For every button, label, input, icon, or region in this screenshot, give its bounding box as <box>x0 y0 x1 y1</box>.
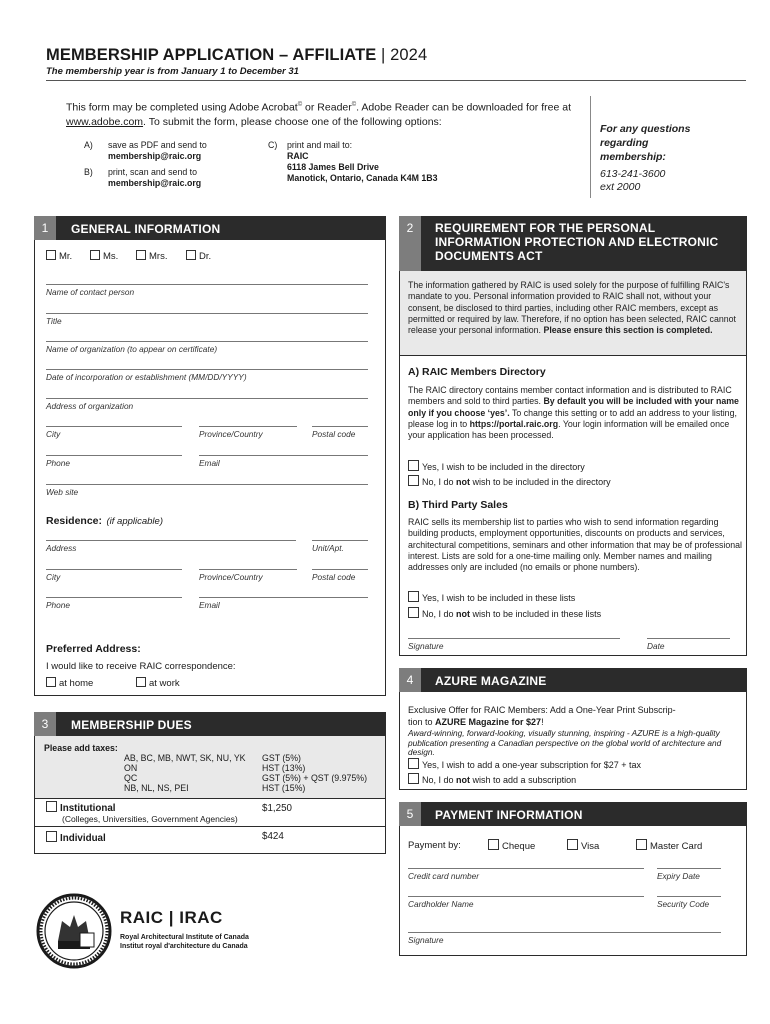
tax-province: NB, NL, NS, PEI <box>124 783 189 793</box>
field-label: Phone <box>46 600 70 610</box>
copyright-mark-2: © <box>351 102 357 108</box>
contact-name-field[interactable] <box>46 284 368 297</box>
option-text: save as PDF and send to <box>108 140 207 150</box>
tax-province: AB, BC, MB, NWT, SK, NU, YK <box>124 753 246 763</box>
field-label: Postal code <box>312 572 356 582</box>
section-title <box>435 221 718 263</box>
questions-line-3: membership: <box>600 151 666 163</box>
privacy-notice <box>408 280 742 336</box>
section-number: 3 <box>34 712 56 736</box>
title-year: | 2024 <box>381 46 428 64</box>
field-label: Email <box>199 458 220 468</box>
salutation-mr[interactable] <box>46 250 72 262</box>
option-label: B) <box>84 167 93 177</box>
section-title-line: REQUIREMENT FOR THE PERSONAL <box>435 221 656 235</box>
intro-text-2: or Reader <box>302 101 352 114</box>
azure-offer-text: ! <box>541 717 544 727</box>
tax-rate: GST (5%) + QST (9.975%) <box>262 773 368 783</box>
field-label: Address <box>46 543 77 553</box>
email-field[interactable] <box>199 455 368 468</box>
field-label: Web site <box>46 487 79 497</box>
option-text: print and mail to: <box>287 140 353 150</box>
contact-ext: ext 2000 <box>600 181 641 193</box>
section-number: 5 <box>399 802 421 826</box>
checkbox-label: Dr. <box>199 251 212 262</box>
portal-link[interactable]: https://portal.raic.org <box>469 418 559 429</box>
field-label: Email <box>199 600 220 610</box>
checkbox-label: Yes, I wish to be included in these lists <box>422 593 576 603</box>
field-label: City <box>46 572 61 582</box>
residence-address-field[interactable] <box>46 540 296 553</box>
checkbox-label: Visa <box>581 841 600 852</box>
phone-field[interactable] <box>46 455 182 468</box>
checkbox[interactable] <box>46 250 56 260</box>
intro-text-3: . Adobe Reader can be downloaded for free at <box>356 101 571 114</box>
checkbox-label: at home <box>59 678 94 689</box>
field-label: Title <box>46 316 62 326</box>
section-title: PAYMENT INFORMATION <box>435 808 583 822</box>
checkbox-label-emphasis: not <box>456 775 471 785</box>
intro-paragraph <box>66 98 586 129</box>
questions-line-2: regarding <box>600 137 649 149</box>
adobe-link[interactable]: www.adobe.com <box>66 115 144 128</box>
individual-option[interactable] <box>46 831 106 844</box>
membership-year-note: The membership year is from January 1 to December 31 <box>46 66 299 77</box>
dues-divider <box>35 826 385 827</box>
checkbox[interactable] <box>186 250 196 260</box>
checkbox-label: Ms. <box>103 251 119 262</box>
checkbox-label: Mr. <box>59 251 73 262</box>
checkbox[interactable] <box>408 460 419 471</box>
credit-card-number-field[interactable] <box>408 868 644 881</box>
checkbox-label: wish to add a subscription <box>470 775 577 785</box>
field-label: Phone <box>46 458 70 468</box>
website-field[interactable] <box>46 484 368 497</box>
field-label: Security Code <box>657 899 710 909</box>
checkbox-label: Yes, I wish to add a one-year subscription for $27 + tax <box>422 760 642 770</box>
option-email[interactable]: membership@raic.org <box>108 178 202 188</box>
payment-visa-option[interactable] <box>567 839 599 852</box>
checkbox-label: No, I do <box>422 775 457 785</box>
field-label: Province/Country <box>199 429 263 439</box>
institutional-note: (Colleges, Universities, Government Agencies) <box>62 814 238 824</box>
directory-text-3: . Your login information will be emailed once your application has been processed. <box>408 418 730 441</box>
option-email[interactable]: membership@raic.org <box>108 151 202 161</box>
checkbox[interactable] <box>567 839 578 850</box>
salutation-dr[interactable] <box>186 250 211 262</box>
postal-code-field[interactable] <box>312 426 368 439</box>
checkbox[interactable] <box>46 677 56 687</box>
security-code-field[interactable] <box>657 896 721 909</box>
intro-text-4: . To submit the form, please choose one of the following options: <box>143 115 442 128</box>
checkbox-label: wish to be included in these lists <box>470 609 602 619</box>
tax-rate: HST (15%) <box>262 783 306 793</box>
tax-rate: HST (13%) <box>262 763 306 773</box>
raic-wordmark: RAIC | IRAC <box>120 908 223 927</box>
azure-offer-line: Exclusive Offer for RAIC Members: Add a One-Year Print Subscrip- <box>408 705 676 715</box>
third-party-text: RAIC sells its membership list to parties who wish to send information regarding building products, employment opportunities, discounts on products and services, architectural competitions, seminars and other information that may be of professional interest. Lists are sold for a one-time mailing only. Member names and mailing addresses only are included (no emails or phone numbers). <box>408 517 742 573</box>
intro-text-1: This form may be completed using Adobe Acrobat <box>66 101 298 114</box>
payment-signature-field[interactable] <box>408 932 721 945</box>
directory-yes-option[interactable] <box>408 460 585 472</box>
section-5-header <box>399 802 747 826</box>
field-label: Unit/Apt. <box>312 543 344 553</box>
section-3-header <box>34 712 386 736</box>
dues-divider <box>35 798 385 799</box>
third-party-no-option[interactable] <box>408 607 601 619</box>
residence-province-field[interactable] <box>199 569 297 582</box>
checkbox-label: Individual <box>60 833 106 844</box>
checkbox-label-emphasis: not <box>456 609 471 619</box>
directory-no-option[interactable] <box>408 475 611 487</box>
province-field[interactable] <box>199 426 297 439</box>
option-c <box>268 140 508 188</box>
privacy-notice-text: The information gathered by RAIC is used solely for the purpose of fulfilling RAIC's mandate to you. Personal information provided to RAIC shall not, without your consent, be disclosed to third parties, including other RAIC members, except as permitted or required by law. Therefore, if no option has been selected, RAIC cannot release your personal information. <box>408 280 736 336</box>
section-number: 4 <box>399 668 421 692</box>
salutation-ms[interactable] <box>90 250 118 262</box>
section-title: MEMBERSHIP DUES <box>71 718 192 732</box>
field-label: Address of organization <box>46 401 134 411</box>
checkbox[interactable] <box>408 773 419 784</box>
intro-divider <box>590 96 591 198</box>
option-label: C) <box>268 140 278 150</box>
residence-unit-field[interactable] <box>312 540 368 553</box>
checkbox-label: Cheque <box>502 841 536 852</box>
option-a <box>84 140 254 164</box>
institutional-option[interactable] <box>46 801 116 814</box>
cardholder-name-field[interactable] <box>408 896 644 909</box>
title-text: MEMBERSHIP APPLICATION – AFFILIATE <box>46 46 377 64</box>
option-label: A) <box>84 140 93 150</box>
directory-text-1: The RAIC directory contains member contact information and is distributed to RAIC members and sold to third parties. <box>408 385 732 407</box>
residence-title: Residence: <box>46 515 103 527</box>
section-4-header <box>399 668 747 692</box>
residence-phone-field[interactable] <box>46 597 182 610</box>
tax-rates <box>262 753 367 793</box>
section-title: AZURE MAGAZINE <box>435 674 547 688</box>
mail-city: Manotick, Ontario, Canada K4M 1B3 <box>287 173 438 183</box>
field-label: Signature <box>408 641 444 651</box>
section-title-line: INFORMATION PROTECTION AND ELECTRONIC <box>435 235 719 249</box>
section-2-header <box>399 216 747 271</box>
tax-rate: GST (5%) <box>262 753 301 763</box>
privacy-signature-field[interactable] <box>408 638 620 651</box>
tax-province: QC <box>124 773 138 783</box>
preferred-work-option[interactable] <box>136 677 180 689</box>
checkbox-label: Yes, I wish to be included in the directory <box>422 462 585 472</box>
section-title: GENERAL INFORMATION <box>71 222 221 236</box>
checkbox-label: Master Card <box>650 841 703 852</box>
checkbox-label-emphasis: not <box>456 477 471 487</box>
privacy-divider <box>400 355 746 356</box>
azure-description: Award-winning, forward-looking, visually stunning, inspiring - AZURE is a high-quality publication presenting a Canadian perspective on the global world of architecture and design. <box>408 728 722 757</box>
page-title <box>46 46 427 65</box>
residence-postal-field[interactable] <box>312 569 368 582</box>
preferred-home-option[interactable] <box>46 677 93 689</box>
checkbox[interactable] <box>90 250 100 260</box>
directory-text <box>408 385 742 441</box>
questions-contact <box>600 122 740 194</box>
checkbox[interactable] <box>636 839 647 850</box>
raic-seal-logo <box>36 893 112 969</box>
raic-name-fr: Institut royal d'architecture du Canada <box>120 943 248 950</box>
checkbox[interactable] <box>408 607 419 618</box>
azure-offer-price: AZURE Magazine for $27 <box>435 717 542 727</box>
directory-default: By default you will be included with your name only if you choose ‘yes’. <box>408 396 739 418</box>
checkbox-label: No, I do <box>422 609 457 619</box>
field-label: Province/Country <box>199 572 263 582</box>
checkbox-label: wish to be included in the directory <box>470 477 611 487</box>
field-label: Postal code <box>312 429 356 439</box>
checkbox[interactable] <box>488 839 499 850</box>
third-party-yes-option[interactable] <box>408 591 575 603</box>
field-label: Date <box>647 641 665 651</box>
copyright-mark-1: © <box>297 102 303 108</box>
payment-cheque-option[interactable] <box>488 839 535 852</box>
org-address-field[interactable] <box>46 398 368 411</box>
residence-note: (if applicable) <box>106 516 163 527</box>
expiry-date-field[interactable] <box>657 868 721 881</box>
field-label: Expiry Date <box>657 871 700 881</box>
mail-name: RAIC <box>287 151 309 161</box>
checkbox-label: at work <box>149 678 180 689</box>
tax-provinces <box>124 753 246 793</box>
payment-by-label: Payment by: <box>408 840 461 851</box>
checkbox-label: No, I do <box>422 477 457 487</box>
field-label: Credit card number <box>408 871 480 881</box>
payment-mastercard-option[interactable] <box>636 839 702 852</box>
privacy-notice-emphasis: Please ensure this section is completed. <box>543 325 713 336</box>
checkbox-label: Mrs. <box>149 251 168 262</box>
residence-city-field[interactable] <box>46 569 182 582</box>
azure-yes-option[interactable] <box>408 758 641 770</box>
field-label: Name of organization (to appear on certificate) <box>46 344 218 354</box>
azure-no-option[interactable] <box>408 773 576 785</box>
checkbox[interactable] <box>136 250 146 260</box>
institutional-price: $1,250 <box>262 803 292 814</box>
directory-heading: A) RAIC Members Directory <box>408 366 546 378</box>
raic-name-en: Royal Architectural Institute of Canada <box>120 934 249 941</box>
section-1-header <box>34 216 386 240</box>
residence-email-field[interactable] <box>199 597 368 610</box>
azure-offer <box>408 704 676 728</box>
section-title-line: DOCUMENTS ACT <box>435 249 543 263</box>
field-label: Signature <box>408 935 444 945</box>
tax-province: ON <box>124 763 138 773</box>
contact-phone: 613-241-3600 <box>600 168 666 180</box>
salutation-mrs[interactable] <box>136 250 167 262</box>
individual-price: $424 <box>262 831 284 842</box>
checkbox[interactable] <box>408 758 419 769</box>
third-party-heading: B) Third Party Sales <box>408 499 508 511</box>
preferred-address-heading: Preferred Address: <box>46 643 141 655</box>
organization-field[interactable] <box>46 341 368 354</box>
privacy-date-field[interactable] <box>647 638 730 651</box>
checkbox[interactable] <box>46 831 57 842</box>
azure-offer-text: tion to <box>408 717 436 727</box>
checkbox[interactable] <box>408 591 419 602</box>
section-number: 1 <box>34 216 56 240</box>
option-b <box>84 167 254 191</box>
directory-text-2: To change this setting or to add an address to your listing, please log in to <box>408 407 737 429</box>
checkbox-label: Institutional <box>60 803 116 814</box>
field-label: Name of contact person <box>46 287 135 297</box>
option-text: print, scan and send to <box>108 167 198 177</box>
preferred-address-text: I would like to receive RAIC correspondence: <box>46 661 236 672</box>
checkbox[interactable] <box>46 801 57 812</box>
residence-heading <box>46 511 163 529</box>
field-label: Date of incorporation or establishment (MM/DD/YYYY) <box>46 372 247 382</box>
mail-street: 6118 James Bell Drive <box>287 162 379 172</box>
raic-name <box>120 933 249 951</box>
tax-label: Please add taxes: <box>44 743 118 753</box>
incorporation-date-field[interactable] <box>46 369 368 382</box>
section-number: 2 <box>399 216 421 271</box>
checkbox[interactable] <box>408 475 419 486</box>
field-label: Cardholder Name <box>408 899 474 909</box>
header-rule <box>46 80 746 81</box>
title-field[interactable] <box>46 313 368 326</box>
checkbox[interactable] <box>136 677 146 687</box>
city-field[interactable] <box>46 426 182 439</box>
questions-line-1: For any questions <box>600 123 691 135</box>
field-label: City <box>46 429 61 439</box>
